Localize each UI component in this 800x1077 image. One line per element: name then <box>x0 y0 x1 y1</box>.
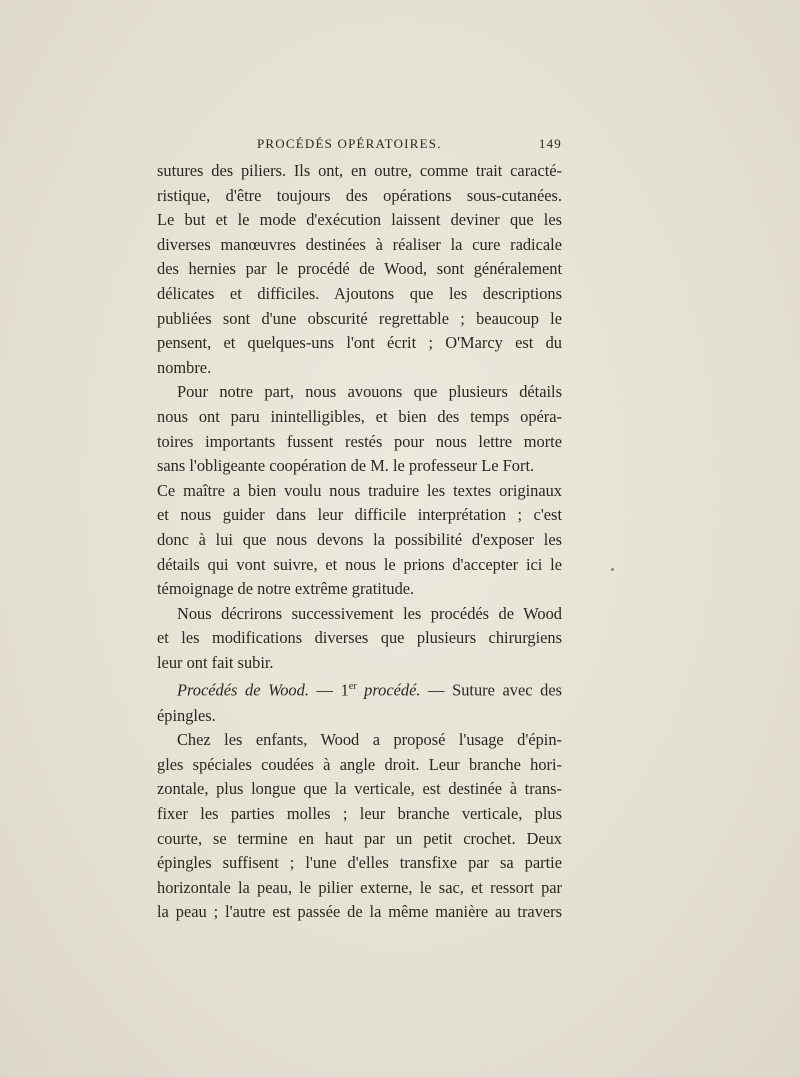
text-line: et les modifications diverses que plusieurs chirurgiens <box>157 628 562 648</box>
paragraph-2 <box>157 380 562 478</box>
text-line: sans l'obligeante coopération de M. le professeur Le Fort. <box>157 456 535 476</box>
text-line: pensent, et quelques-uns l'ont écrit ; O'Marcy est du <box>157 333 562 353</box>
page-header <box>157 136 562 156</box>
text-line: nous ont paru inintelligibles, et bien des temps opéra- <box>157 406 562 426</box>
text-line: délicates et difficiles. Ajoutons que les descriptions <box>157 283 562 303</box>
text-line: donc à lui que nous devons la possibilité d'exposer les <box>157 529 562 549</box>
text-line: des hernies par le procédé de Wood, sont généralement <box>157 259 562 279</box>
text-line: nombre. <box>157 357 212 377</box>
heading-dash: — <box>308 680 341 700</box>
text-line: Chez les enfants, Wood a proposé l'usage d'épin- <box>177 730 562 750</box>
section-heading-line <box>157 675 562 703</box>
heading-rest: — Suture avec des <box>420 680 562 700</box>
text-line: zontale, plus longue que la verticale, est destinée à trans- <box>157 779 562 799</box>
text-line: Le but et le mode d'exécution laissent deviner que les <box>157 210 562 230</box>
paper-speck <box>611 568 614 571</box>
text-line: Nous décrirons successivement les procédés de Wood <box>177 603 562 623</box>
text-line: Ce maître a bien voulu nous traduire les textes originaux <box>157 480 562 500</box>
paragraph-1 <box>157 159 562 380</box>
text-line: leur ont fait subir. <box>157 652 274 672</box>
page-number: 149 <box>538 136 562 151</box>
text-line: fixer les parties molles ; leur branche verticale, plus <box>157 803 562 823</box>
text-line: horizontale la peau, le pilier externe, le sac, et ressort par <box>157 877 562 897</box>
paragraph-3 <box>157 479 562 602</box>
text-line: toires importants fussent restés pour nous lettre morte <box>157 431 562 451</box>
ordinal: 1 <box>340 680 349 700</box>
body-text <box>157 159 562 925</box>
text-line: la peau ; l'autre est passée de la même manière au travers <box>157 902 562 922</box>
running-title: PROCÉDÉS OPÉRATOIRES. <box>257 136 442 151</box>
paragraph-6 <box>157 728 562 925</box>
text-line: et nous guider dans leur difficile interprétation ; c'est <box>157 505 562 525</box>
text-line: sutures des piliers. Ils ont, en outre, comme trait caracté- <box>157 161 562 180</box>
text-line: témoignage de notre extrême gratitude. <box>157 579 415 599</box>
text-line: épingles suffisent ; l'une d'elles transfixe par sa partie <box>157 853 562 873</box>
text-line: gles spéciales coudées à angle droit. Leur branche hori- <box>157 754 562 774</box>
text-line: ristique, d'être toujours des opérations sous-cutanées. <box>157 185 562 205</box>
section-heading: Procédés de Wood. <box>177 680 309 700</box>
paragraph-4 <box>157 602 562 676</box>
subsection-heading: procédé. <box>356 680 421 700</box>
text-line: épingles. <box>157 705 216 725</box>
text-line: diverses manœuvres destinées à réaliser la cure radicale <box>157 234 562 254</box>
text-line: courte, se termine en haut par un petit crochet. Deux <box>157 828 562 848</box>
text-line: publiées sont d'une obscurité regrettable ; beaucoup le <box>157 308 562 328</box>
text-line: détails qui vont suivre, et nous le prions d'accepter ici le <box>157 554 562 574</box>
paragraph-5 <box>157 675 562 728</box>
text-line: Pour notre part, nous avouons que plusieurs détails <box>177 382 562 402</box>
ordinal-suffix: er <box>348 681 357 693</box>
